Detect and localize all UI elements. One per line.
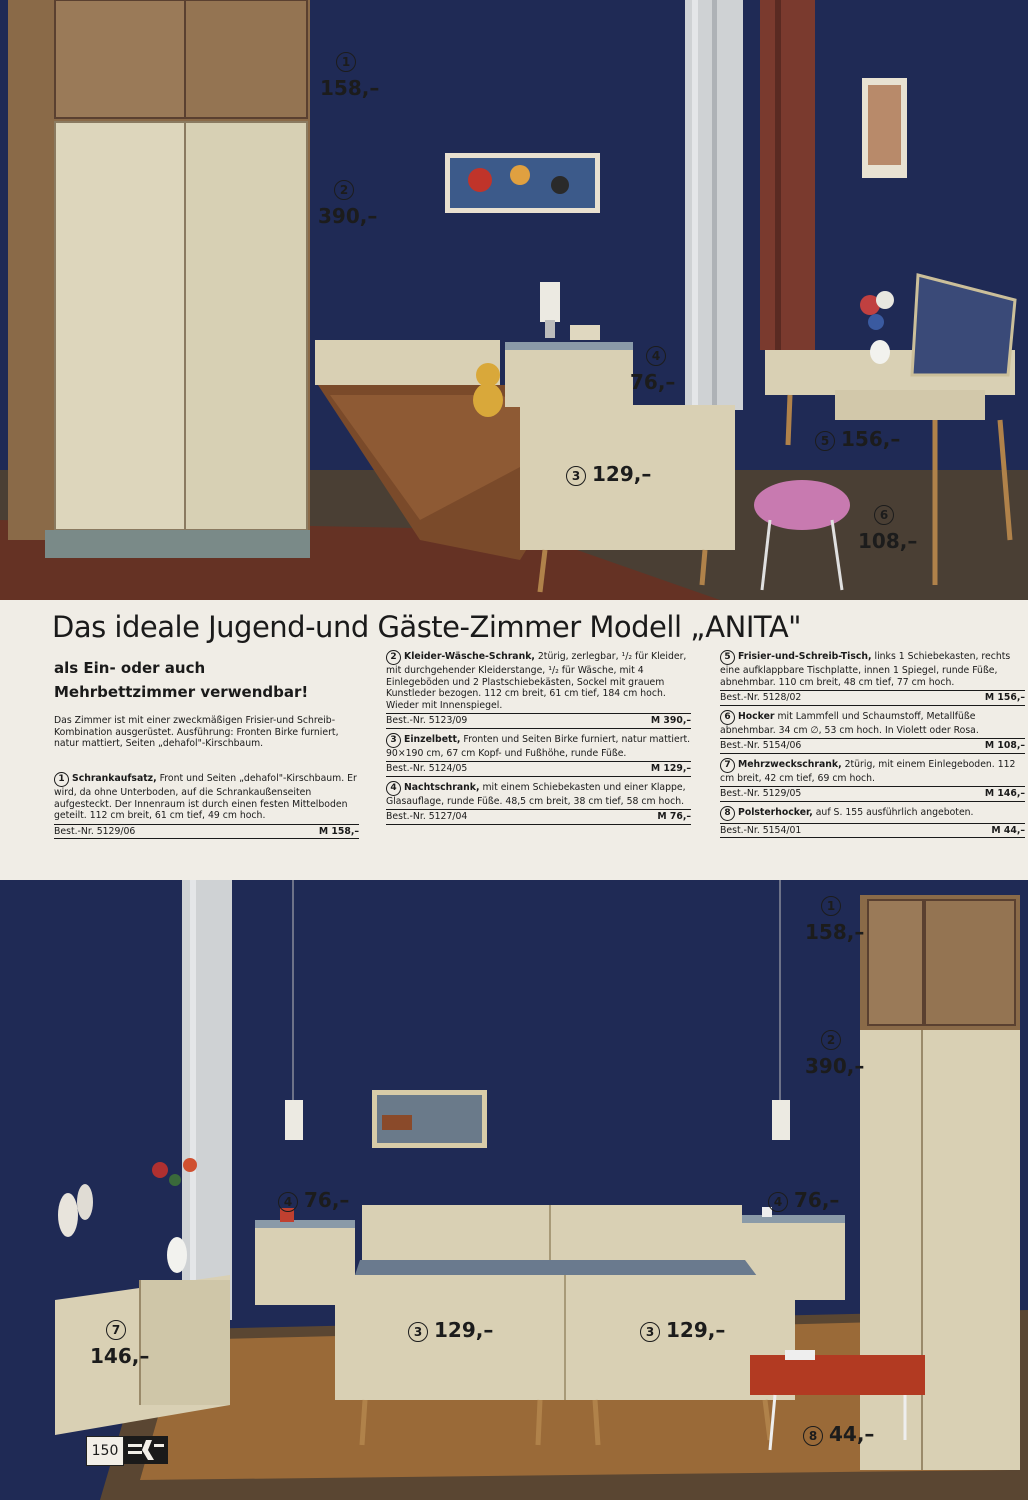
item-6: 6 Hocker mit Lammfell und Schaumstoff, Metallfüße abnehmbar. 34 cm ∅, 53 cm hoch. In Violett oder Rosa. Best.-Nr. 5154/06 M 108,– [720,710,1025,754]
photo-price-3-left: 3 129,– [408,1318,493,1342]
photo-price-6: 6 108,– [858,505,917,553]
photo-price-2: 2 390,– [805,1030,864,1078]
photo-price-7: 7 146,– [90,1320,149,1368]
photo-price-4-left: 4 76,– [278,1188,349,1212]
catalog-text-section [0,600,1028,880]
order-number: Best.-Nr. 5129/06 [54,825,136,837]
photo-price-3: 3 129,– [566,462,651,486]
photo-price-2: 2 390,– [318,180,377,228]
photo-price-3-right: 3 129,– [640,1318,725,1342]
item-column-1 [54,772,359,843]
item-3: 3 Einzelbett, Fronten und Seiten Birke furniert, natur mattiert. 90×190 cm, 67 cm Kopf- und Fußhöhe, runde Füße. Best.-Nr. 5124/05 M 129,– [386,733,691,777]
item-4: 4 Nachtschrank, mit einem Schiebekasten und einer Klappe, Glasauflage, runde Füße. 48,5 cm breit, 38 cm tief, 58 cm hoch. Best.-Nr. 5127/04 M 76,– [386,781,691,825]
photo-top-bedroom [0,0,1028,600]
item-column-2 [386,650,691,829]
photo-price-5: 5 156,– [815,427,900,451]
photo-bottom-guestroom [0,880,1028,1500]
photo-price-4-right: 4 76,– [768,1188,839,1212]
headline: Das ideale Jugend-und Gäste-Zimmer Modell „ANITA" [52,610,802,644]
item-2: 2 Kleider-Wäsche-Schrank, 2türig, zerlegbar, ¹/₂ für Kleider, mit durchgehender Kleiderstange, ¹/₂ für Wäsche, mit 4 Einlegeböden und 2 Plastschiebekästen, Sockel mit grauem Kunstleder bezogen. 112 cm breit, 61 cm tief, 184 cm hoch. Wieder mit Innenspiegel. Best.-Nr. 5123/09 M 390,– [386,650,691,729]
item-1: 1 Schrankaufsatz, Front und Seiten „dehafol"-Kirschbaum. Er wird, da ohne Unterboden, auf die Schrankaußenseiten aufgesteckt. Der Innenraum ist durch einen festen Mittelboden geteilt. 112 cm breit, 61 cm tief, 49 cm hoch. Best.-Nr. 5129/06 M 158,– [54,772,359,839]
photo-price-8: 8 44,– [803,1422,874,1446]
item-5: 5 Frisier-und-Schreib-Tisch, links 1 Schiebekasten, rechts eine aufklappbare Tischplatte, innen 1 Spiegel, runde Füße, abnehmbar. 110 cm breit, 48 cm tief, 77 cm hoch. Best.-Nr. 5128/02 M 156,– [720,650,1025,706]
item-price: M 158,– [318,825,359,837]
item-8: 8 Polsterhocker, auf S. 155 ausführlich angeboten. Best.-Nr. 5154/01 M 44,– [720,806,1025,839]
publisher-logo-icon [124,1436,168,1464]
item-7: 7 Mehrzweckschrank, 2türig, mit einem Einlegeboden. 112 cm breit, 42 cm tief, 69 cm hoch. Best.-Nr. 5129/05 M 146,– [720,758,1025,802]
photo-price-1: 1 158,– [805,896,864,944]
page-number: 150 [86,1436,124,1466]
item-column-3 [720,650,1025,842]
subheadline: als Ein- oder auch Mehrbettzimmer verwendbar! [54,659,309,701]
intro-text: Das Zimmer ist mit einer zweckmäßigen Frisier-und Schreib-Kombination ausgerüstet. Ausführung: Fronten Birke furniert, natur mattiert, Seiten „dehafol"-Kirschbaum. [54,715,339,749]
photo-price-4: 4 76,– [630,346,675,394]
photo-price-1: 1 158,– [320,52,379,100]
